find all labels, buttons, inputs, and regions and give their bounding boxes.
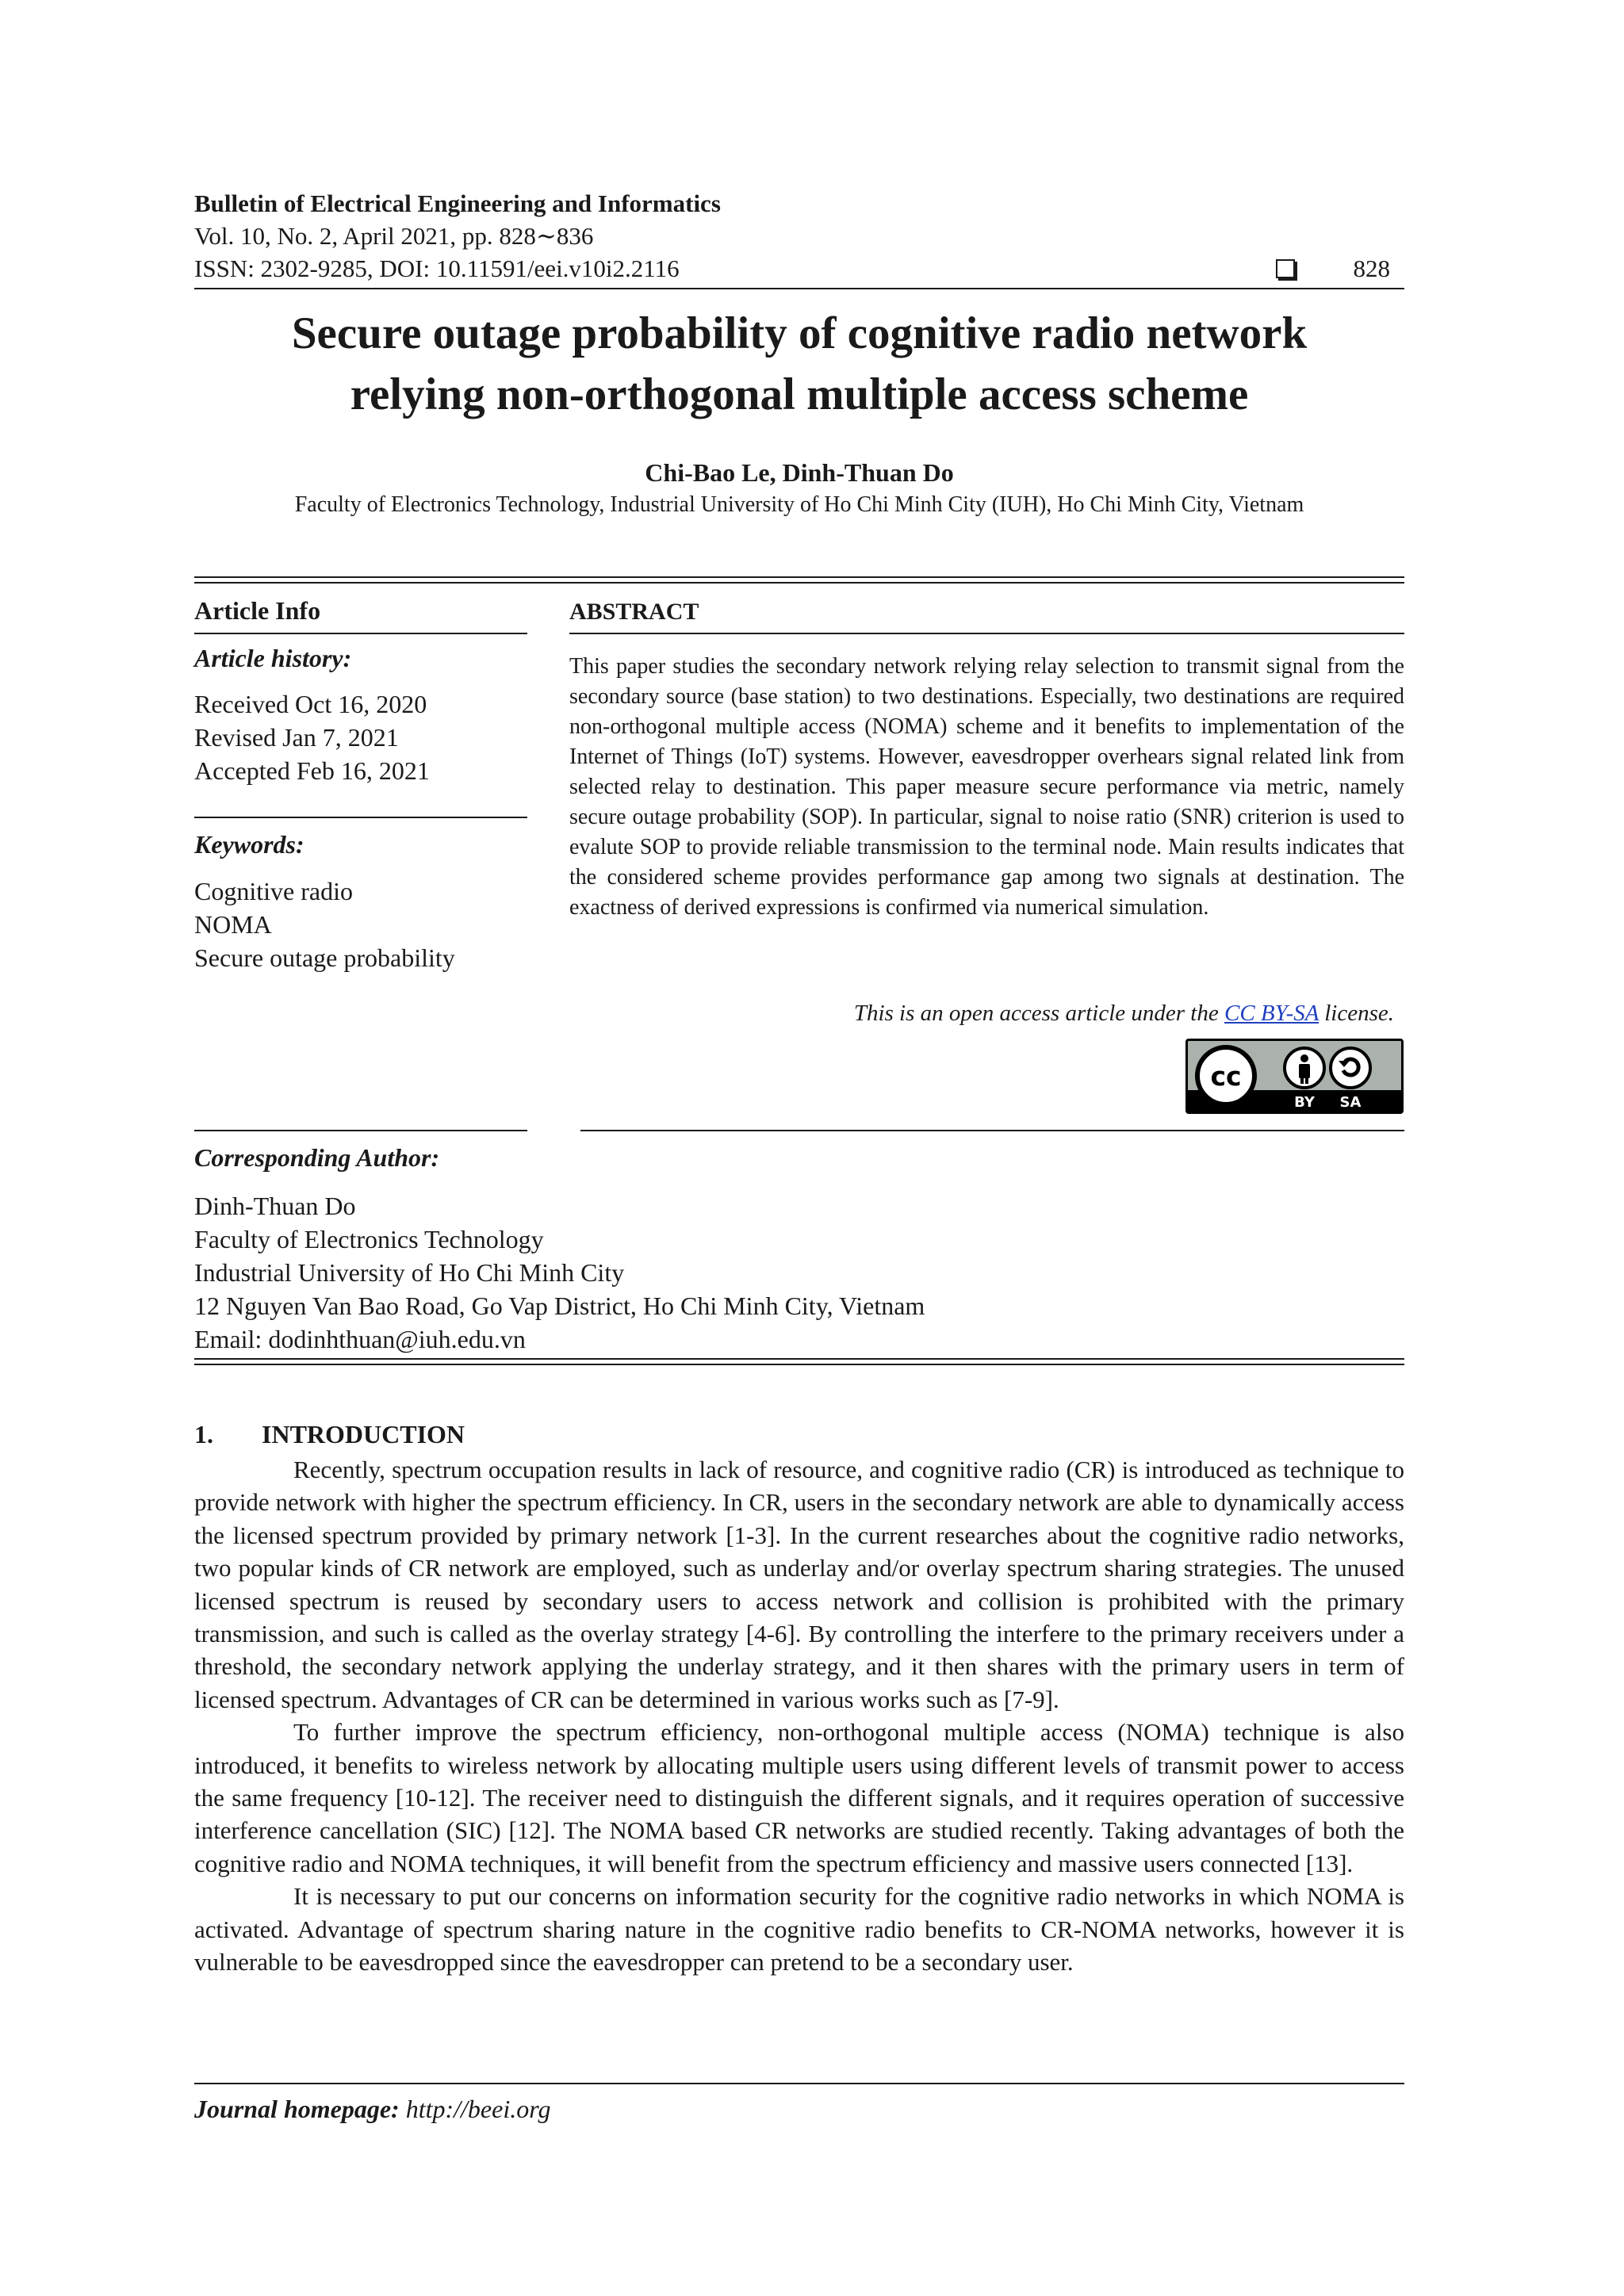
article-history-label: Article history: <box>194 644 352 672</box>
section-number: 1. <box>194 1420 213 1448</box>
corresponding-address: 12 Nguyen Van Bao Road, Go Vap District, Ho Chi Minh City, Vietnam <box>194 1292 925 1320</box>
keywords-list <box>194 874 527 974</box>
abstract-rule <box>569 633 1404 634</box>
journal-footer <box>194 2095 550 2124</box>
keywords-label: Keywords: <box>194 830 304 859</box>
revised-date: Revised Jan 7, 2021 <box>194 723 399 752</box>
box-icon <box>1276 259 1295 278</box>
section-heading-introduction <box>194 1420 465 1449</box>
title-line-2: relying non-orthogonal multiple access scheme <box>350 369 1249 419</box>
corresponding-name: Dinh-Thuan Do <box>194 1192 356 1220</box>
cc-by-sa-link[interactable]: CC BY-SA <box>1224 1001 1319 1026</box>
page-number: 828 <box>1353 254 1390 282</box>
info-bottom-rule <box>194 1358 1404 1365</box>
corresponding-rule-right <box>580 1130 1404 1131</box>
license-note <box>569 1001 1394 1027</box>
keyword: Cognitive radio <box>194 877 353 905</box>
volume-line: Vol. 10, No. 2, April 2021, pp. 828∼836 <box>194 222 594 250</box>
introduction-body <box>194 1453 1404 1979</box>
cc-by-sa-badge <box>1185 1039 1404 1114</box>
corresponding-email: Email: dodinhthuan@iuh.edu.vn <box>194 1325 526 1353</box>
history-rule <box>194 817 527 818</box>
keyword: NOMA <box>194 910 272 939</box>
footer-rule <box>194 2083 1404 2084</box>
badge-by-text: BY <box>1294 1094 1315 1111</box>
cc-badge-graphic <box>1188 1041 1401 1112</box>
article-info-heading: Article Info <box>194 596 321 625</box>
corresponding-rule-left <box>194 1130 527 1131</box>
article-info-rule <box>194 633 527 634</box>
article-history <box>194 687 527 787</box>
footer-label: Journal homepage: <box>194 2095 400 2123</box>
license-prefix: This is an open access article under the <box>853 1001 1224 1026</box>
journal-name: Bulletin of Electrical Engineering and Informatics <box>194 189 721 217</box>
svg-text:cc: cc <box>1210 1061 1242 1092</box>
license-suffix: license. <box>1318 1001 1394 1026</box>
header-rule <box>194 288 1404 289</box>
affiliation: Faculty of Electronics Technology, Industrial University of Ho Chi Minh City (IUH), Ho Chi Minh City, Vietnam <box>294 492 1304 517</box>
accepted-date: Accepted Feb 16, 2021 <box>194 756 430 785</box>
paragraph: Recently, spectrum occupation results in lack of resource, and cognitive radio (CR) is introduced as technique to provide network with higher the spectrum efficiency. In CR, users in the secondary network are able to dynamically access the licensed spectrum provided by primary network [1-3]. In the current researches about the cognitive radio networks, two popular kinds of CR network are employed, such as underlay and/or overlay spectrum sharing strategies. The unused licensed spectrum is reused by secondary users to access network and collision is prohibited with the primary transmission, and such is called as the overlay strategy [4-6]. By controlling the interfere to the primary receivers under a threshold, the secondary network applying the underlay strategy, and it then shares with the primary users in term of licensed spectrum. Advantages of CR can be determined in various works such as [7-9]. <box>194 1456 1404 1713</box>
corresponding-label: Corresponding Author: <box>194 1143 440 1172</box>
corresponding-dept: Faculty of Electronics Technology <box>194 1225 544 1253</box>
paragraph: It is necessary to put our concerns on information security for the cognitive radio networks in which NOMA is activated. Advantage of spectrum sharing nature in the cognitive radio benefits to CR-NOMA networks, however it is vulnerable to be eavesdropped since the eavesdropper can pretend to be a secondary user. <box>194 1882 1404 1976</box>
badge-sa-text: SA <box>1339 1094 1362 1111</box>
corresponding-details <box>194 1189 1404 1356</box>
abstract-text: This paper studies the secondary network relying relay selection to transmit signal from the secondary source (base station) to two destinations. Especially, two destinations are required non-orthogonal multiple access (NOMA) scheme and it benefits to implementation of the Internet of Things (IoT) systems. However, eavesdropper overhears signal related link from selected relay to destination. This paper measure secure performance via metric, namely secure outage probability (SOP). In particular, signal to noise ratio (SNR) criterion is used to evalute SOP to provide reliable transmission to the terminal node. Main results indicates that the considered scheme provides performance gap among two signals at destination. The exactness of derived expressions is confirmed via numerical simulation. <box>569 654 1404 920</box>
received-date: Received Oct 16, 2020 <box>194 690 427 718</box>
authors: Chi-Bao Le, Dinh-Thuan Do <box>645 458 954 487</box>
issn-line: ISSN: 2302-9285, DOI: 10.11591/eei.v10i2.2116 <box>194 254 680 282</box>
keyword: Secure outage probability <box>194 943 455 972</box>
journal-header <box>194 187 1404 285</box>
info-top-rule <box>194 576 1404 584</box>
paper-title <box>194 303 1404 425</box>
section-title: INTRODUCTION <box>262 1420 465 1448</box>
abstract-heading: ABSTRACT <box>569 599 699 625</box>
paragraph: To further improve the spectrum efficiency, non-orthogonal multiple access (NOMA) technique is also introduced, it benefits to wireless network by allocating multiple users using different levels of transmit power to access the same frequency [10-12]. The receiver need to distinguish the different signals, and it requires operation of successive interference cancellation (SIC) [12]. The NOMA based CR networks are studied recently. Taking advantages of both the cognitive radio and NOMA techniques, it will benefit from the spectrum efficiency and massive users connected [13]. <box>194 1718 1404 1877</box>
title-line-1: Secure outage probability of cognitive radio network <box>291 308 1308 358</box>
corresponding-university: Industrial University of Ho Chi Minh City <box>194 1258 625 1287</box>
footer-url: http://beei.org <box>405 2095 551 2123</box>
